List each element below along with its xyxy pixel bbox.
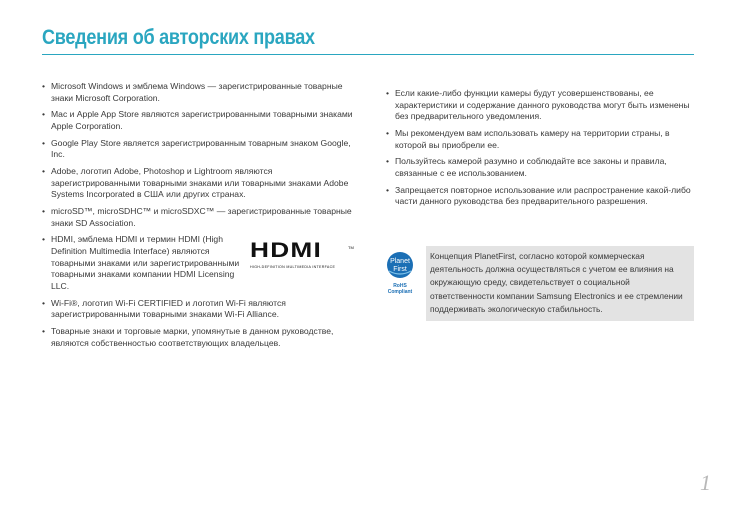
title-underline xyxy=(42,54,694,55)
planetfirst-logo-line2: First xyxy=(393,266,407,273)
list-item: • Товарные знаки и торговые марки, упомянутые в данном руководстве, являются собственностью соответствующих владельцев. xyxy=(42,326,362,349)
list-item: • Google Play Store является зарегистрированным товарным знаком Google, Inc. xyxy=(42,138,362,161)
planetfirst-text: Концепция PlanetFirst, согласно которой коммерческая деятельность должна осуществляться с учетом ее влияния на окружающую среду, свидетельствует о социальной ответственности компании Samsung Electronics и ее стремлении поддерживать экологическую стабильность. xyxy=(430,251,683,314)
list-item: • Запрещается повторное использование или распространение какой-либо части данного руководства без предварительного разрешения. xyxy=(386,185,691,208)
trademarks-list xyxy=(42,81,362,354)
hdmi-logo-tm: TM xyxy=(348,245,354,251)
list-item: • microSD™, microSDHC™ и microSDXC™ — зарегистрированные товарные знаки SD Association. xyxy=(42,206,362,229)
list-item: • Мы рекомендуем вам использовать камеру на территории страны, в которой вы приобрели ее. xyxy=(386,128,691,151)
hdmi-logo xyxy=(250,239,354,270)
notices-list xyxy=(386,88,691,213)
rohs-line1: RoHS xyxy=(393,283,407,289)
list-item: • Adobe, логотип Adobe, Photoshop и Lightroom являются зарегистрированными товарными знаками или товарными знаками Adobe Systems Incorporated в США или других странах. xyxy=(42,166,362,201)
list-item-hdmi xyxy=(42,234,362,292)
hdmi-logo-letters: HDMI xyxy=(250,239,323,263)
page-number: 1 xyxy=(700,470,711,495)
list-item: • Mac и Apple App Store являются зарегистрированными товарными знаками Apple Corporation. xyxy=(42,109,362,132)
list-item: • Wi-Fi®, логотип Wi-Fi CERTIFIED и логотип Wi-Fi являются зарегистрированными товарными знаками Wi-Fi Alliance. xyxy=(42,298,362,321)
planetfirst-logo-line1: Planet xyxy=(390,258,410,265)
planetfirst-logo-icon xyxy=(380,251,420,297)
list-item: • Если какие-либо функции камеры будут усовершенствованы, ее характеристики и содержание данного руководства могут быть изменены без предварительного уведомления. xyxy=(386,88,691,123)
rohs-line2: Compliant xyxy=(387,289,413,295)
list-item: • Пользуйтесь камерой разумно и соблюдайте все законы и правила, связанные с ее использованием. xyxy=(386,156,691,179)
list-item: • Microsoft Windows и эмблема Windows — зарегистрированные товарные знаки Microsoft Corporation. xyxy=(42,81,362,104)
hdmi-text: • HDMI, эмблема HDMI и термин HDMI (High Definition Multimedia Interface) являются товарными знаками или зарегистрированными товарными знаками компании HDMI Licensing LLC. xyxy=(51,234,240,291)
page-title: Сведения об авторских правах xyxy=(42,26,315,49)
hdmi-logo-subtitle: HIGH-DEFINITION MULTIMEDIA INTERFACE xyxy=(250,265,336,270)
